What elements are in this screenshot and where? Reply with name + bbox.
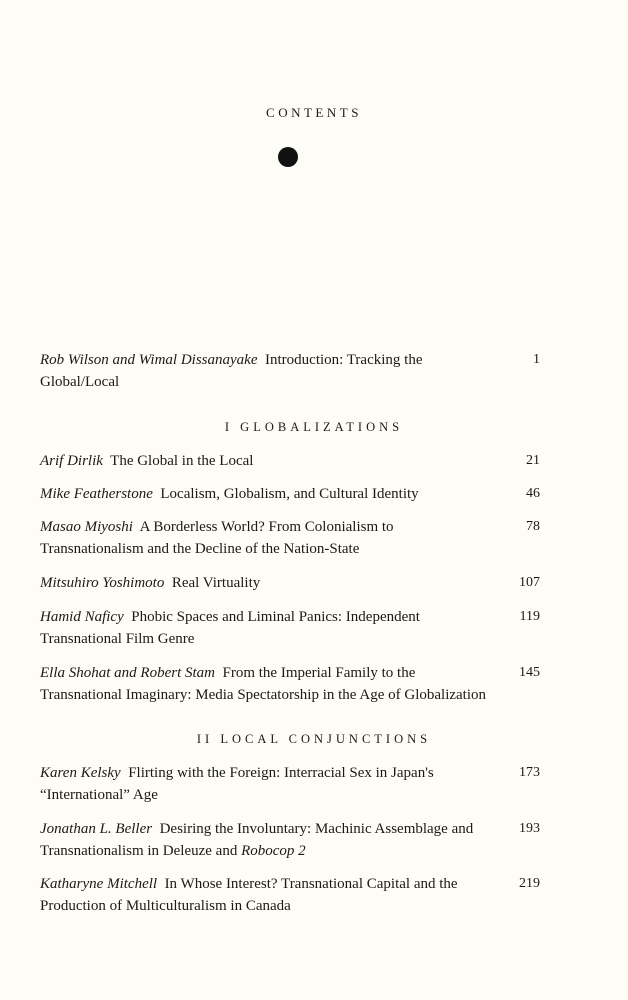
toc-title: Real Virtuality [171, 575, 261, 591]
toc-title: Introduction: Tracking the Global/Local [40, 352, 423, 390]
toc-page-number: 46 [526, 486, 540, 501]
toc-page-number: 21 [526, 453, 540, 468]
toc-page-number: 193 [519, 821, 540, 836]
toc-author: Karen Kelsky [40, 765, 121, 781]
toc-entry[interactable] [40, 662, 490, 706]
toc-author: Arif Dirlik [40, 453, 103, 469]
toc-author: Rob Wilson and Wimal Dissanayake [40, 352, 258, 368]
toc-title-italic: Robocop 2 [241, 843, 306, 859]
toc-title: Localism, Globalism, and Cultural Identity [160, 486, 419, 502]
toc-page-number: 145 [519, 665, 540, 680]
toc-author: Mitsuhiro Yoshimoto [40, 575, 165, 591]
toc-entry[interactable] [40, 818, 490, 862]
toc-page-number: 107 [519, 575, 540, 590]
toc-page-number: 1 [533, 352, 540, 367]
toc-entry[interactable] [40, 450, 490, 472]
toc-page-number: 78 [526, 519, 540, 534]
toc-title: In Whose Interest? Transnational Capital and the Production of Multiculturalism in Canada [40, 876, 458, 914]
toc-author: Masao Miyoshi [40, 519, 133, 535]
toc-page-number: 173 [519, 765, 540, 780]
section-title-local-conjunctions: II LOCAL CONJUNCTIONS [196, 732, 432, 746]
toc-title-text: Desiring the Involuntary: Machinic Assemblage and Transnationalism in Deleuze and [40, 821, 474, 859]
toc-title: From the Imperial Family to the Transnational Imaginary: Media Spectatorship in the Age of Globalization [40, 665, 487, 703]
toc-page-number: 219 [519, 876, 540, 891]
toc-title: Flirting with the Foreign: Interracial Sex in Japan's “International” Age [40, 765, 434, 803]
section-title-globalizations: I GLOBALIZATIONS [224, 420, 404, 434]
contents-heading: CONTENTS [266, 105, 362, 120]
toc-page-number: 119 [519, 609, 540, 624]
toc-entry[interactable] [40, 483, 490, 505]
toc-entry[interactable] [40, 873, 490, 917]
toc-title: A Borderless World? From Colonialism to Transnationalism and the Decline of the Nation-State [40, 519, 394, 557]
toc-author: Jonathan L. Beller [40, 821, 153, 837]
toc-author: Katharyne Mitchell [40, 876, 158, 892]
toc-entry[interactable] [40, 572, 490, 594]
toc-entry[interactable] [40, 606, 490, 650]
toc-author: Mike Featherstone [40, 486, 153, 502]
toc-entry[interactable] [40, 516, 490, 560]
bullet-ornament [278, 147, 298, 167]
toc-title: The Global in the Local [110, 453, 254, 469]
toc-entry-introduction[interactable] [40, 349, 490, 393]
toc-entry[interactable] [40, 762, 490, 806]
toc-author: Ella Shohat and Robert Stam [40, 665, 215, 681]
toc-title: Phobic Spaces and Liminal Panics: Independent Transnational Film Genre [40, 609, 420, 647]
toc-author: Hamid Naficy [40, 609, 124, 625]
